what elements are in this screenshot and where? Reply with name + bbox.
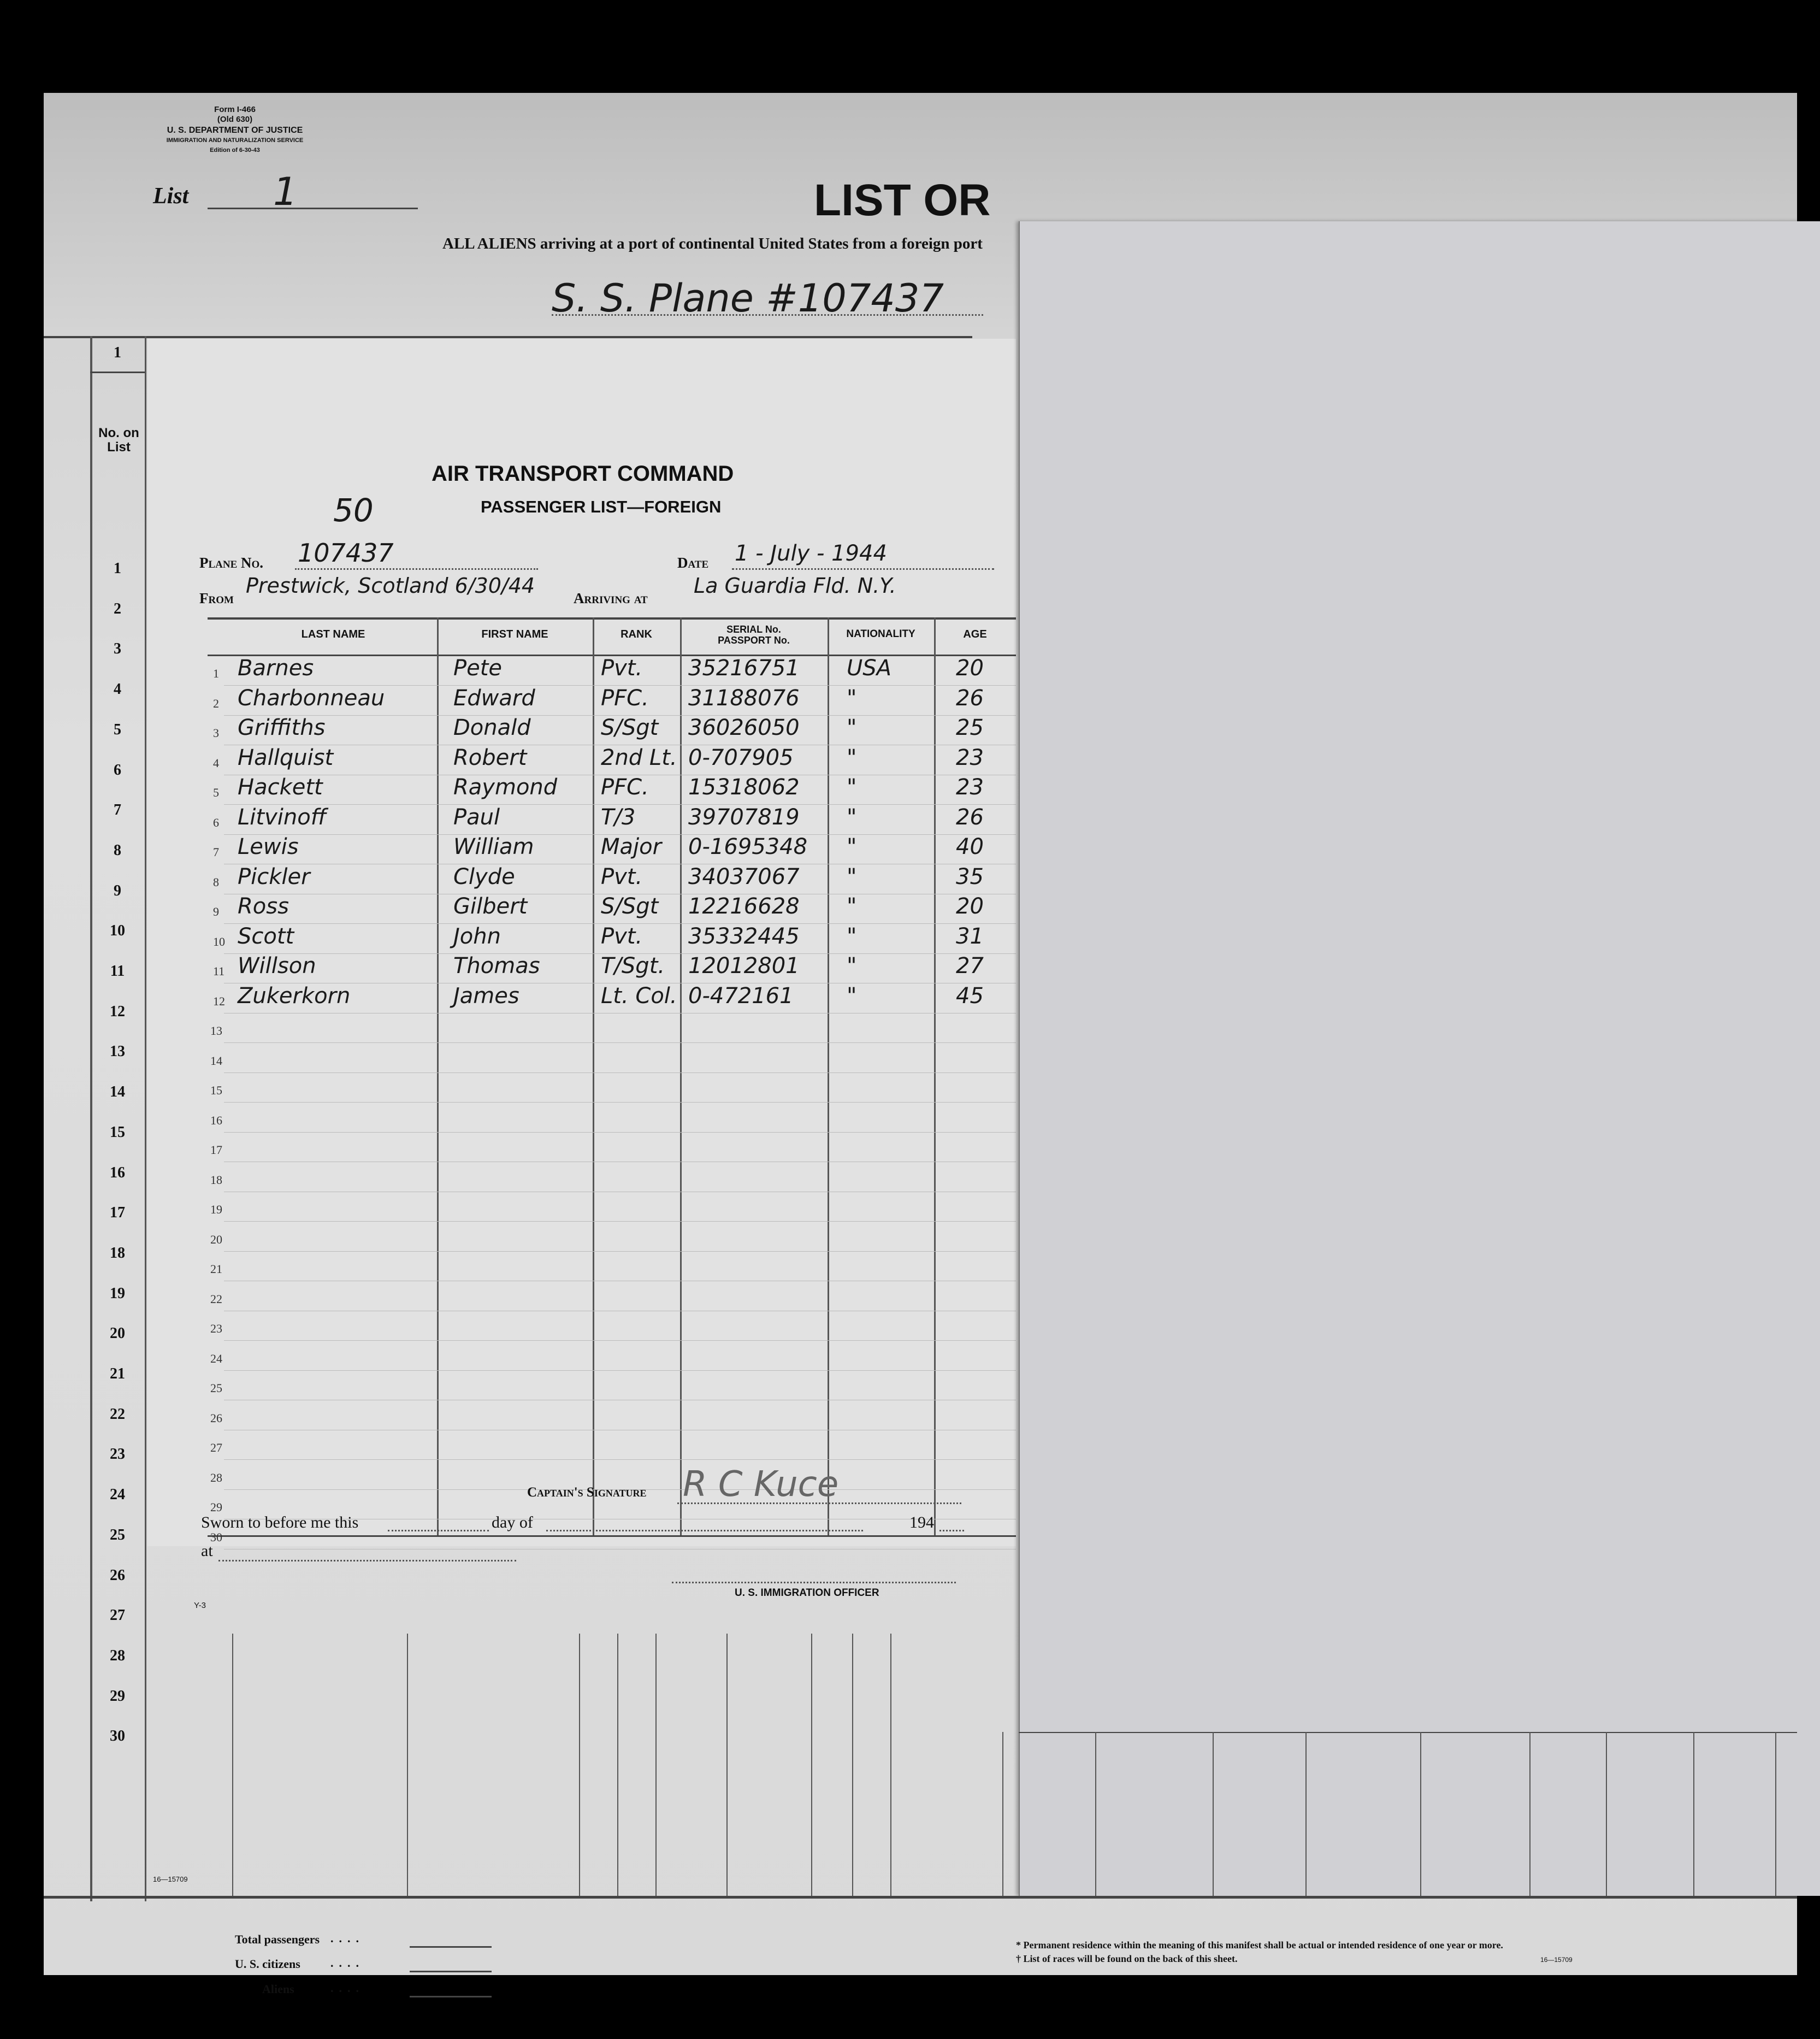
lower-rule-d [617,1634,618,1896]
outer-row-number: 4 [114,681,121,698]
right-grid-rule [1693,1732,1694,1896]
serial-cell: 0-472161 [688,983,794,1009]
outer-row-number: 8 [114,841,121,859]
total-dots: .... [330,1931,364,1945]
first-name-cell: Pete [453,656,503,681]
row-rule [224,1132,1016,1133]
list-number: 1 [273,169,298,214]
nationality-cell: " [847,864,857,889]
first-name-cell: James [453,983,519,1009]
col-header-age: AGE [963,628,987,640]
row-rule [224,1370,1016,1371]
right-grid-rule [1002,1732,1003,1896]
outer-top-rule [44,336,972,338]
serial-cell: 39707819 [688,804,800,830]
last-name-cell: Charbonneau [238,685,385,711]
atc-note: 50 [333,492,374,529]
first-name-cell: John [453,923,501,949]
first-name-cell: Thomas [453,953,540,979]
right-grid-rule [1095,1732,1096,1896]
inner-row-number: 15 [210,1083,222,1097]
rank-cell: 2nd Lt. [601,745,677,770]
captain-signature: R C Kuce [683,1464,839,1505]
last-name-cell: Barnes [238,656,314,681]
citizens-dots: .... [330,1956,364,1970]
first-name-cell: Gilbert [453,894,528,919]
outer-row-number: 19 [110,1284,125,1302]
serial-cell: 0-1695348 [688,834,808,859]
footnote-residence: * Permanent residence within the meaning of this manifest shall be actual or intended residence of one year or more. [1016,1940,1503,1950]
inner-row-number: 18 [210,1172,222,1187]
nationality-cell: " [847,894,857,919]
nationality-cell: " [847,715,857,740]
inner-row-number: 30 [210,1530,222,1544]
age-cell: 40 [956,834,984,859]
right-grid-rule [1305,1732,1307,1896]
last-name-cell: Hallquist [238,745,334,770]
col-rule-2 [593,617,594,1535]
inner-row-number: 16 [210,1113,222,1127]
outer-row-number: 29 [110,1687,125,1705]
outer-left-rule [90,336,92,1901]
officer-line [672,1582,956,1583]
inner-row-number: 8 [213,875,219,889]
outer-row-number: 15 [110,1123,125,1141]
age-cell: 35 [956,864,984,889]
citizens-line [410,1971,492,1972]
date-line [732,568,994,570]
outer-row-number: 7 [114,802,121,819]
nationality-cell: " [847,983,857,1009]
col-header-serial: SERIAL No. PASSPORT No. [718,624,790,646]
department-name: U. S. DEPARTMENT OF JUSTICE [167,126,303,135]
plane-no-line [295,568,538,570]
service-name: IMMIGRATION AND NATURALIZATION SERVICE [166,137,304,144]
serial-cell: 36026050 [688,715,800,740]
atc-list-type: PASSENGER LIST—FOREIGN [481,497,722,516]
col-header-rank: RANK [621,628,652,640]
inner-row-number: 5 [213,786,219,799]
list-underline [208,208,418,209]
nationality-cell: " [847,953,857,979]
inner-row-number: 3 [213,726,219,740]
year-line [939,1530,964,1531]
inner-row-number: 13 [210,1024,222,1038]
nationality-cell: USA [847,656,892,681]
last-name-cell: Pickler [238,864,310,889]
rank-cell: T/3 [601,804,636,830]
inner-row-number: 17 [210,1143,222,1157]
age-cell: 23 [956,745,984,770]
nationality-cell: " [847,804,857,830]
last-name-cell: Litvinoff [238,804,327,830]
right-grid-rule [1420,1732,1421,1896]
manifest-subtitle: ALL ALIENS arriving at a port of continental United States from a foreign port [442,235,983,252]
at-line [218,1560,516,1561]
age-cell: 45 [956,983,984,1009]
serial-cell: 12012801 [688,953,800,979]
first-name-cell: Clyde [453,864,515,889]
age-cell: 26 [956,804,984,830]
outer-row-number: 24 [110,1486,125,1504]
captain-signature-label: Captain's Signature [527,1485,647,1500]
outer-row-number: 12 [110,1003,125,1020]
inner-row-number: 2 [213,696,219,710]
inner-row-number: 9 [213,905,219,918]
sworn-day-line [388,1530,489,1531]
row-rule [224,1072,1016,1073]
right-grid-rule [1606,1732,1607,1896]
outer-row-number: 26 [110,1566,125,1584]
aliens-line [410,1996,492,1997]
last-name-cell: Willson [238,953,316,979]
outer-row-number: 17 [110,1204,125,1222]
table-bottom-rule [208,1535,1016,1537]
outer-row-number: 10 [110,922,125,940]
outer-row-number: 21 [110,1365,125,1382]
rank-cell: PFC. [601,685,649,711]
inner-row-number: 23 [210,1322,222,1335]
form-code-left: 16—15709 [153,1875,188,1883]
aliens-label: Aliens [262,1982,294,1996]
outer-row-number: 22 [110,1405,125,1423]
inner-row-number: 29 [210,1500,222,1514]
rank-cell: PFC. [601,775,649,800]
col-rule-5 [934,617,936,1535]
outer-row-number: 30 [110,1728,125,1745]
col-rule-3 [680,617,682,1535]
inner-row-number: 27 [210,1441,222,1454]
inner-row-number: 25 [210,1381,222,1395]
age-cell: 26 [956,685,984,711]
right-grid-top [1019,1732,1797,1733]
date-value: 1 - July - 1944 [735,541,887,566]
rank-cell: S/Sgt [601,715,659,740]
first-name-cell: Raymond [453,775,558,800]
serial-cell: 34037067 [688,864,800,889]
outer-row-number: 5 [114,721,121,738]
right-grid-rule [1529,1732,1531,1896]
lower-rule-i [890,1634,891,1896]
inner-row-number: 11 [213,964,225,978]
form-number: Form I-466 [214,105,256,114]
age-cell: 27 [956,953,984,979]
inner-row-number: 22 [210,1292,222,1306]
outer-row-number: 20 [110,1325,125,1342]
age-cell: 20 [956,894,984,919]
row-rule [224,1221,1016,1222]
arriving-label: Arriving at [574,590,648,606]
ship-underline [552,314,983,316]
age-cell: 23 [956,775,984,800]
lower-rule-a [232,1634,233,1896]
ship-name: S. S. Plane #107437 [552,276,944,321]
age-cell: 25 [956,715,984,740]
lower-rule-h [852,1634,853,1896]
outer-row-number: 16 [110,1164,125,1181]
plane-no-label: Plane No. [199,555,264,571]
inner-row-number: 20 [210,1232,222,1246]
col-rule-4 [828,617,829,1535]
department-block [137,126,333,155]
serial-cell: 12216628 [688,894,800,919]
row-rule [224,1251,1016,1252]
last-name-cell: Scott [238,923,294,949]
inner-row-number: 19 [210,1203,222,1216]
atc-passenger-list [147,339,1016,1546]
footnote-code: 16—15709 [1540,1956,1573,1964]
lower-rule-f [726,1634,728,1896]
first-name-cell: William [453,834,534,859]
from-label: From [199,590,234,606]
arriving-value: La Guardia Fld. N.Y. [694,574,896,598]
last-name-cell: Ross [238,894,289,919]
inner-row-number: 28 [210,1470,222,1484]
from-value: Prestwick, Scotland 6/30/44 [246,574,535,598]
lower-rule-b [407,1634,408,1896]
serial-cell: 35332445 [688,923,800,949]
right-grid-rule [1775,1732,1776,1896]
last-name-cell: Lewis [238,834,299,859]
nationality-cell: " [847,775,857,800]
col-rule-1 [437,617,439,1535]
first-name-cell: Edward [453,685,535,711]
rank-cell: Pvt. [601,864,643,889]
total-passengers-label: Total passengers [235,1932,320,1946]
us-citizens-label: U. S. citizens [235,1957,300,1971]
no-on-list-header: No. on List [98,426,139,455]
outer-row-number: 18 [110,1244,125,1262]
inner-row-number: 7 [213,845,219,859]
first-name-cell: Robert [453,745,527,770]
nationality-cell: " [847,923,857,949]
right-grid-rule [1213,1732,1214,1896]
last-name-cell: Griffiths [238,715,326,740]
outer-row-number: 27 [110,1607,125,1624]
date-label: Date [677,555,709,571]
outer-header-first: 1 [114,344,121,361]
nationality-cell: " [847,685,857,711]
first-name-cell: Paul [453,804,500,830]
outer-row-number: 25 [110,1526,125,1543]
inner-row-number: 10 [213,934,225,948]
bottom-rule [44,1896,1797,1899]
inner-row-number: 12 [213,994,225,1008]
total-line [410,1946,492,1948]
col-header-nationality: NATIONALITY [846,628,915,640]
outer-row-number: 1 [114,560,121,577]
month-line [546,1530,863,1531]
table-top-rule [208,617,1016,620]
aliens-dots: .... [330,1981,364,1995]
outer-row-number: 23 [110,1446,125,1463]
last-name-cell: Hackett [238,775,323,800]
inner-row-number: 26 [210,1411,222,1425]
outer-row-number: 11 [110,963,125,980]
form-header [175,105,295,125]
inner-row-number: 21 [210,1262,222,1276]
outer-row-number: 14 [110,1083,125,1101]
serial-cell: 15318062 [688,775,800,800]
rank-cell: Pvt. [601,923,643,949]
rank-cell: T/Sgt. [601,953,665,979]
rank-cell: Lt. Col. [601,983,677,1009]
plane-no-value: 107437 [298,538,394,568]
outer-num-rule [145,336,146,1901]
inner-row-number: 6 [213,815,219,829]
col-header-last-name: LAST NAME [301,628,365,640]
row-rule [224,1102,1016,1103]
footnote-races: † List of races will be found on the back of this sheet. [1016,1953,1238,1964]
form-edition: Edition of 6-30-43 [210,147,260,154]
lower-rule-e [655,1634,657,1896]
serial-cell: 31188076 [688,685,800,711]
rank-cell: Pvt. [601,656,643,681]
inner-row-number: 24 [210,1351,222,1365]
day-of-label: day of [492,1513,533,1531]
first-name-cell: Donald [453,715,531,740]
inner-row-number: 1 [213,667,219,680]
rank-cell: S/Sgt [601,894,659,919]
last-name-cell: Zukerkorn [238,983,351,1009]
row-rule [224,1042,1016,1043]
atc-command-title: AIR TRANSPORT COMMAND [432,462,734,486]
inner-row-number: 4 [213,756,219,770]
lower-rule-g [811,1634,812,1896]
nationality-cell: " [847,745,857,770]
age-cell: 20 [956,656,984,681]
col-header-first-name: FIRST NAME [481,628,548,640]
outer-row-number: 6 [114,761,121,779]
outer-row-number: 13 [110,1043,125,1060]
age-cell: 31 [956,923,984,949]
officer-label: U. S. IMMIGRATION OFFICER [735,1587,879,1599]
list-label: List [153,184,189,209]
outer-row-number: 28 [110,1647,125,1664]
sworn-label: Sworn to before me this [201,1513,359,1531]
outer-header-rule [90,372,145,373]
nationality-cell: " [847,834,857,859]
outer-row-number: 9 [114,882,121,899]
rank-cell: Major [601,834,662,859]
lower-rule-c [579,1634,580,1896]
overlay-blank-sheet [1019,221,1820,1896]
outer-row-number: 3 [114,640,121,658]
inner-row-number: 14 [210,1053,222,1068]
serial-cell: 35216751 [688,656,800,681]
form-code-y3: Y-3 [194,1601,206,1610]
manifest-title: LIST OR [814,175,991,225]
captain-line [677,1502,961,1504]
serial-cell: 0-707905 [688,745,794,770]
form-old-number: (Old 630) [217,115,253,124]
row-rule [224,1340,1016,1341]
at-label: at [201,1542,213,1560]
row-rule [224,1459,1016,1460]
outer-row-number: 2 [114,600,121,617]
year-label: 194 [909,1513,934,1531]
manifest-document [44,93,1797,1996]
